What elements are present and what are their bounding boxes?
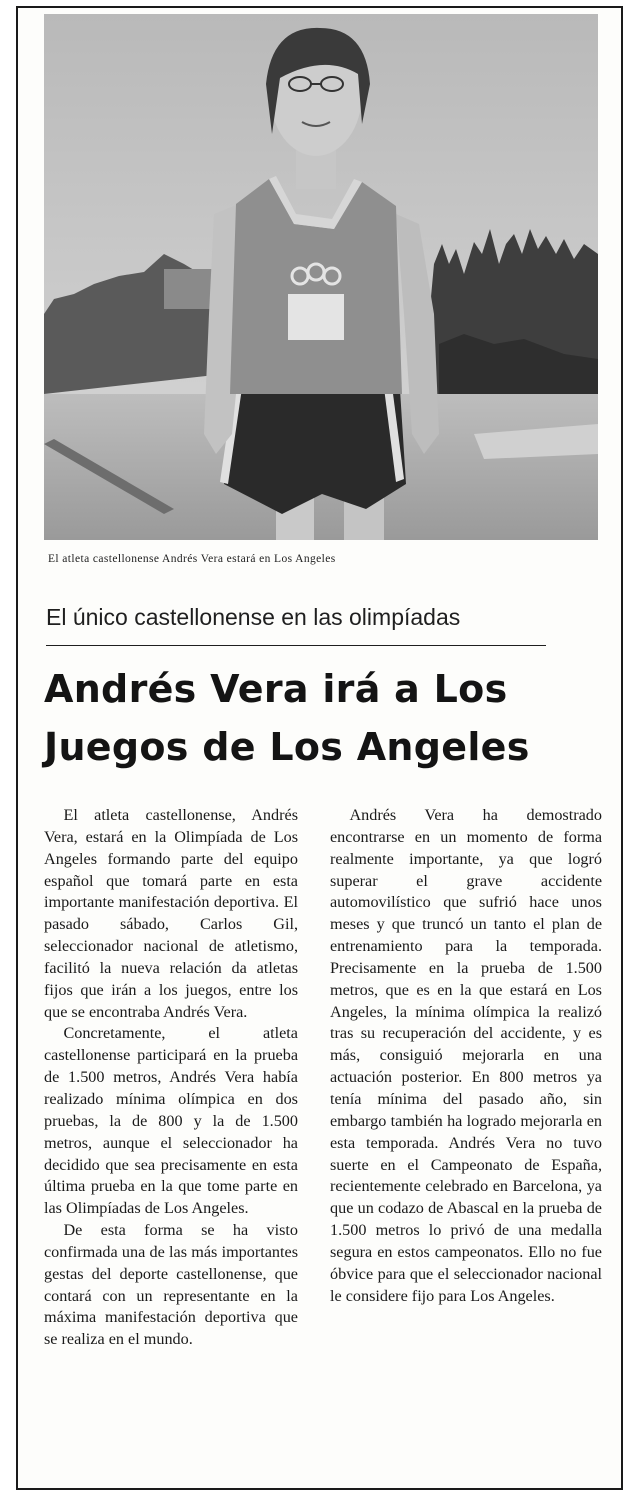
- athlete-photo: [44, 14, 598, 540]
- headline-line-1: Andrés Vera irá a Los: [44, 667, 508, 711]
- left-column: [44, 805, 298, 1351]
- body-paragraph: De esta forma se ha visto confirmada una de las más importantes gestas del deporte castellonense, que contará con un representante en la máxima manifestación deportiva que se realiza en el mundo.: [44, 1221, 298, 1349]
- right-column: [330, 805, 602, 1307]
- headline-line-2: Juegos de Los Angeles: [44, 725, 530, 769]
- body-paragraph: Concretamente, el atleta castellonense participará en la prueba de 1.500 metros, Andrés Vera había realizado mínima olímpica en dos pruebas, la de 800 y la de 1.500 metros, aunque el seleccionador ha decidido que sea precisamente en esta última prueba en la que tome parte en las Olimpíadas de Los Angeles.: [44, 1024, 298, 1218]
- article-kicker: El único castellonense en las olimpíadas: [46, 604, 461, 630]
- body-paragraph: El atleta castellonense, Andrés Vera, estará en la Olimpíada de Los Angeles formando parte del equipo español que tomará parte en esta importante manifestación deportiva. El pasado sábado, Carlos Gil, seleccionador nacional de atletismo, facilitó la nueva relación da atletas fijos que irán a los juegos, entre los que se encontraba Andrés Vera.: [44, 806, 298, 1021]
- article-headline: [44, 660, 604, 776]
- kicker-divider: [46, 645, 546, 646]
- photo-caption: El atleta castellonense Andrés Vera estará en Los Angeles: [48, 553, 336, 565]
- body-paragraph: Andrés Vera ha demostrado encontrarse en un momento de forma realmente importante, ya que logró superar el grave accidente automovilístico que sufrió hace unos meses y que truncó un tanto el plan de entrenamiento para la temporada. Precisamente en la prueba de 1.500 metros, que es en la que estará en Los Angeles, la mínima olímpica la realizó tras su recuperación del accidente, y es más, consiguió mejorarla en una actuación posterior. En 800 metros ya tenía mínima del pasado año, sin embargo también ha logrado mejorarla en esta temporada. Andrés Vera no tuvo suerte en el Campeonato de España, recientemente celebrado en Barcelona, ya que un codazo de Abascal en la prueba de 1.500 metros lo privó de una medalla segura en estos campeonatos. Ello no fue óbvice para que el seleccionador nacional le considere fijo para Los Angeles.: [330, 806, 602, 1305]
